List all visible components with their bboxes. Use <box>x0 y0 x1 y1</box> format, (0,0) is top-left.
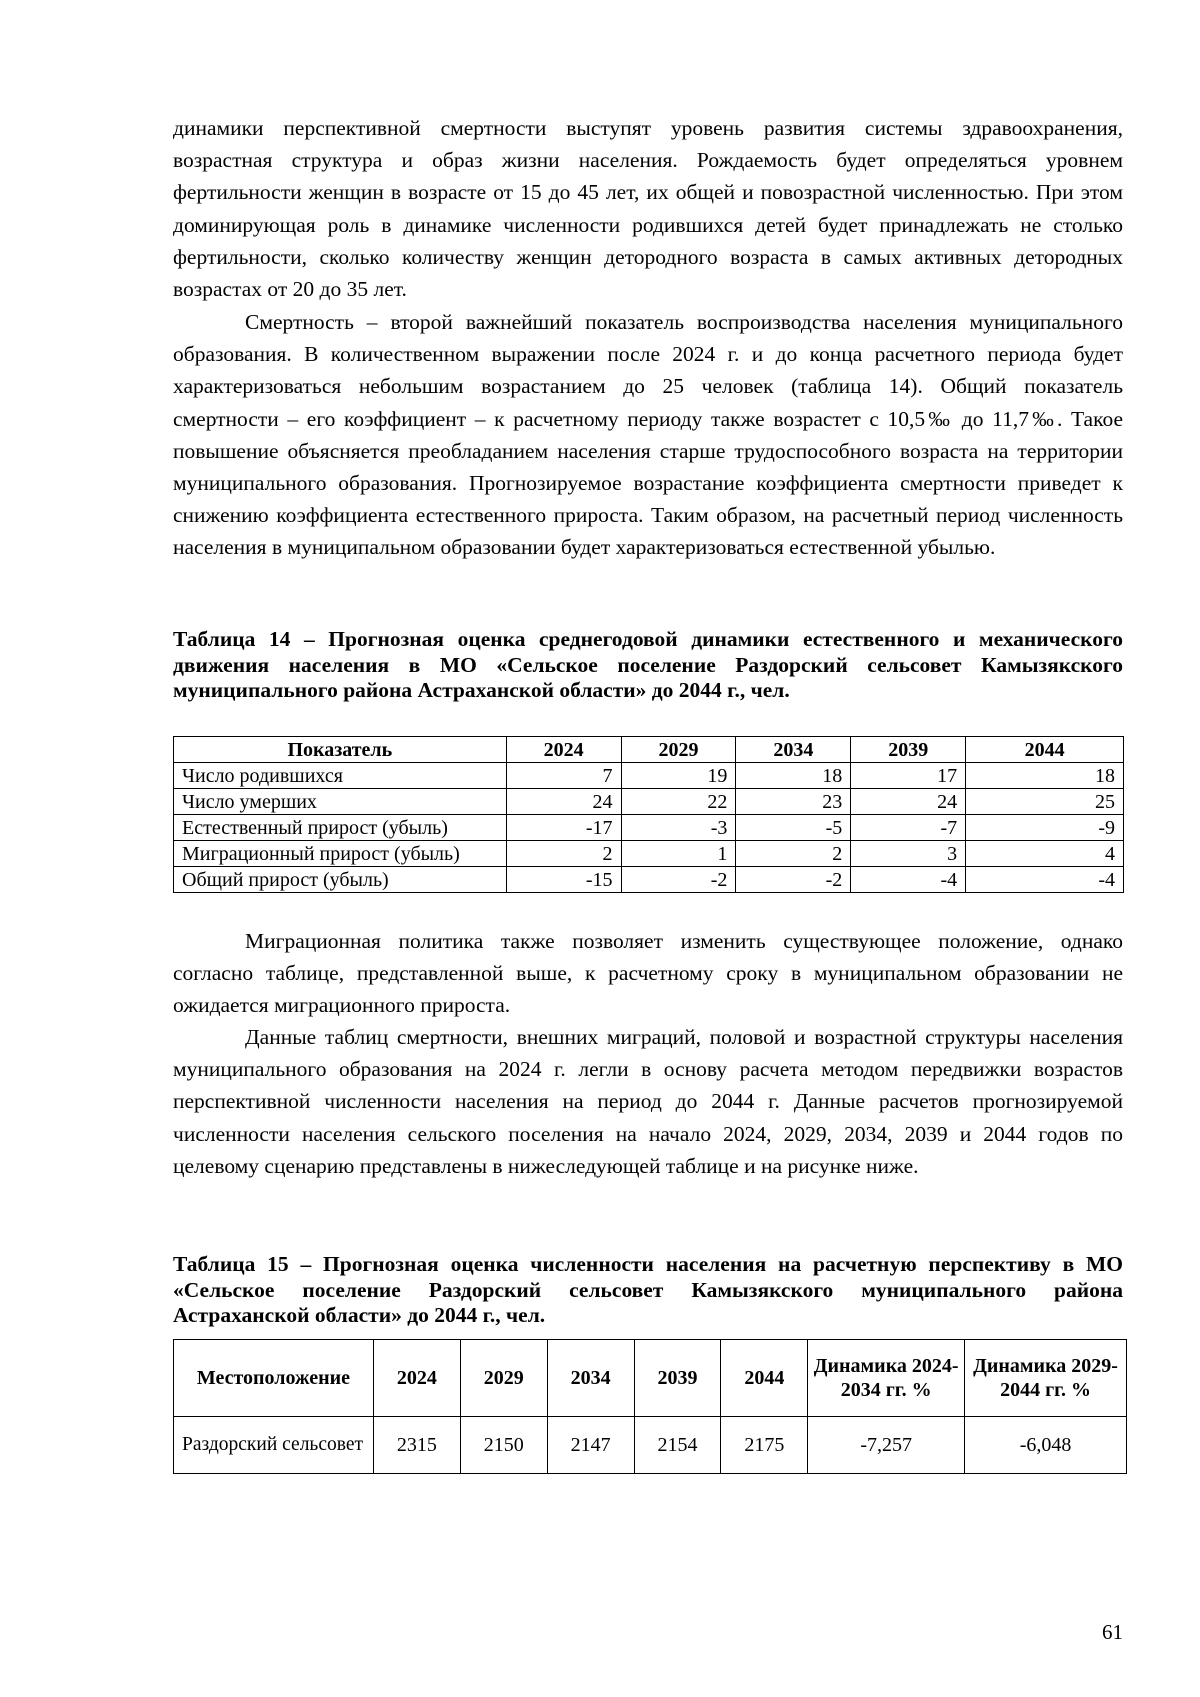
table15-header-cell: 2044 <box>721 1340 808 1417</box>
table-cell: 4 <box>966 841 1124 867</box>
table15-header-cell: Динамика 2024-2034 гг. % <box>808 1340 965 1417</box>
table-cell: 18 <box>966 763 1124 789</box>
table-cell: Общий прирост (убыль) <box>174 867 507 893</box>
table-cell: -3 <box>621 815 736 841</box>
table-cell: 18 <box>736 763 851 789</box>
table15-header-cell: 2029 <box>460 1340 547 1417</box>
table14-header-cell: 2044 <box>966 737 1124 763</box>
table-cell: -2 <box>736 867 851 893</box>
table-cell: 19 <box>621 763 736 789</box>
table-cell: 2147 <box>547 1417 634 1474</box>
table-cell: -4 <box>851 867 966 893</box>
table-cell: 2150 <box>460 1417 547 1474</box>
table-cell: Число умерших <box>174 789 507 815</box>
table14 <box>173 736 1124 893</box>
table-row <box>174 763 1124 789</box>
table-cell: Раздорский сельсовет <box>174 1417 374 1474</box>
table-cell: -2 <box>621 867 736 893</box>
table15-header-cell: 2024 <box>373 1340 460 1417</box>
table14-header-cell: 2034 <box>736 737 851 763</box>
page-number: 61 <box>1102 1620 1123 1644</box>
table15-header-cell: Динамика 2029-2044 гг. % <box>965 1340 1127 1417</box>
table-cell: 7 <box>506 763 621 789</box>
table-cell: 25 <box>966 789 1124 815</box>
table-row <box>174 841 1124 867</box>
table-row <box>174 815 1124 841</box>
table-cell: -9 <box>966 815 1124 841</box>
table14-header-cell: 2029 <box>621 737 736 763</box>
table-row <box>174 867 1124 893</box>
table-cell: -7 <box>851 815 966 841</box>
paragraph-mortality-intro: динамики перспективной смертности выступят уровень развития системы здравоохранения, возрастная структура и образ жизни населения. Рождаемость будет определяться уровнем фертильности женщин в возрасте от 15 до 45 лет, их общей и повозрастной численностью. При этом доминирующая роль в динамике численности родившихся детей будет принадлежать не столько фертильности, сколько количеству женщин детородного возраста в самых активных детородных возрастах от 20 до 35 лет. <box>173 116 1123 302</box>
table15 <box>173 1339 1127 1474</box>
table14-header-cell: 2024 <box>506 737 621 763</box>
table-cell: -17 <box>506 815 621 841</box>
table-cell: Миграционный прирост (убыль) <box>174 841 507 867</box>
table-cell: 2 <box>506 841 621 867</box>
table15-header-row <box>174 1340 1127 1417</box>
table-cell: -6,048 <box>965 1417 1127 1474</box>
table14-caption: Таблица 14 – Прогнозная оценка среднегодовой динамики естественного и механического движения населения в МО «Сельское поселение Раздорский сельсовет Камызякского муниципального района Астраханской области» до 2044 г., чел. <box>173 627 1123 702</box>
table-row <box>174 1417 1127 1474</box>
table-row <box>174 789 1124 815</box>
table-cell: -15 <box>506 867 621 893</box>
table-cell: 24 <box>506 789 621 815</box>
table15-header-cell: Местоположение <box>174 1340 374 1417</box>
table-cell: 3 <box>851 841 966 867</box>
table-cell: -4 <box>966 867 1124 893</box>
paragraph-migration: Миграционная политика также позволяет изменить существующее положение, однако согласно таблице, представленной выше, к расчетному сроку в муниципальном образовании не ожидается миграционного прироста. <box>173 929 1123 1018</box>
table-cell: 2154 <box>634 1417 721 1474</box>
table-cell: -5 <box>736 815 851 841</box>
table14-header-row <box>174 737 1124 763</box>
table-cell: -7,257 <box>808 1417 965 1474</box>
table14-header-cell: Показатель <box>174 737 507 763</box>
table-cell: 1 <box>621 841 736 867</box>
table-cell: 23 <box>736 789 851 815</box>
table-cell: 2 <box>736 841 851 867</box>
table-cell: Естественный прирост (убыль) <box>174 815 507 841</box>
table15-header-cell: 2039 <box>634 1340 721 1417</box>
table-cell: 22 <box>621 789 736 815</box>
table15-header-cell: 2034 <box>547 1340 634 1417</box>
table-cell: Число родившихся <box>174 763 507 789</box>
table-cell: 24 <box>851 789 966 815</box>
table-cell: 2315 <box>373 1417 460 1474</box>
paragraph-mortality: Смертность – второй важнейший показатель воспроизводства населения муниципального образования. В количественном выражении после 2024 г. и до конца расчетного периода будет характеризоваться небольшим возрастанием до 25 человек (таблица 14). Общий показатель смертности – его коэффициент – к расчетному периоду также возрастет с 10,5‰ до 11,7‰. Такое повышение объясняется преобладанием населения старше трудоспособного возраста на территории муниципального образования. Прогнозируемое возрастание коэффициента смертности приведет к снижению коэффициента естественного прироста. Таким образом, на расчетный период численность населения в муниципальном образовании будет характеризоваться естественной убылью. <box>173 310 1123 560</box>
table14-header-cell: 2039 <box>851 737 966 763</box>
table-cell: 2175 <box>721 1417 808 1474</box>
table-cell: 17 <box>851 763 966 789</box>
paragraph-forecast-method: Данные таблиц смертности, внешних миграций, половой и возрастной структуры населения муниципального образования на 2024 г. легли в основу расчета методом передвижки возрастов перспективной численности населения на период до 2044 г. Данные расчетов прогнозируемой численности населения сельского поселения на начало 2024, 2029, 2034, 2039 и 2044 годов по целевому сценарию представлены в нижеследующей таблице и на рисунке ниже. <box>173 1025 1123 1178</box>
table15-caption: Таблица 15 – Прогнозная оценка численности населения на расчетную перспективу в МО «Сельское поселение Раздорский сельсовет Камызякского муниципального района Астраханской области» до 2044 г., чел. <box>173 1252 1123 1327</box>
